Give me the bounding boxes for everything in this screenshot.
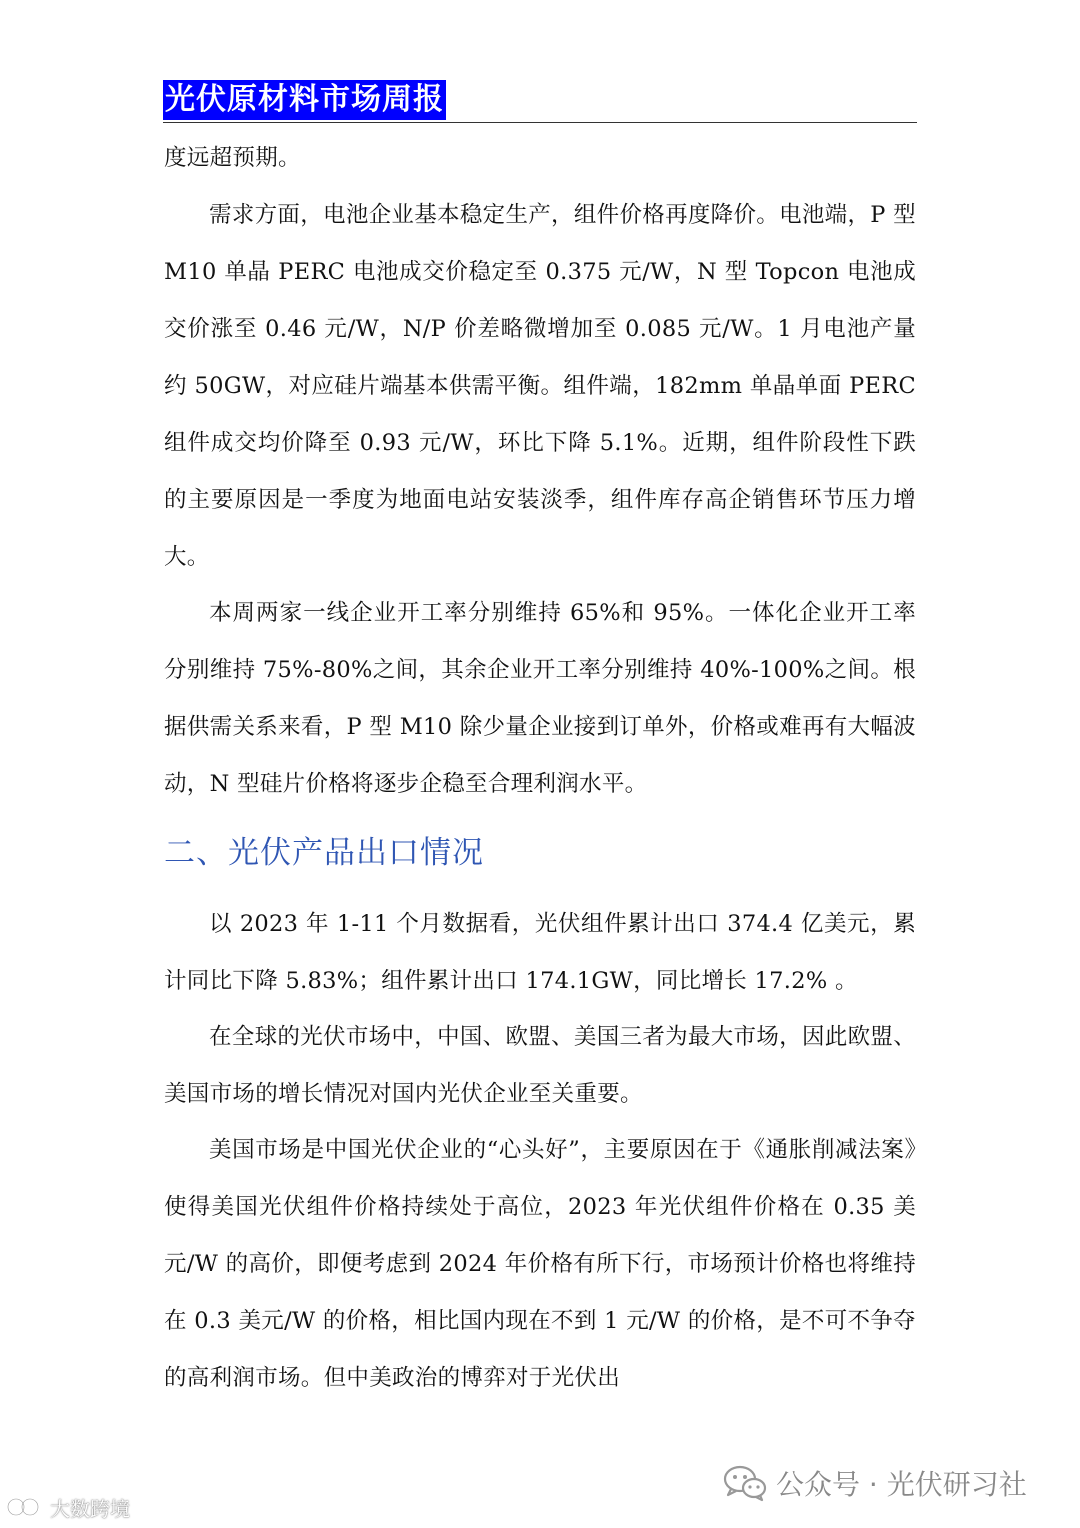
paragraph-3-text: 本周两家一线企业开工率分别维持 65%和 95%。一体化企业开工率分别维持 75%-80%之间，其余企业开工率分别维持 40%-100%之间。根据供需关系来看，P 型 M10 除少量企业接到订单外，价格或难再有大幅波动，N 型硅片价格将逐步企稳至合理利润水平。 xyxy=(164,600,916,797)
watermark-logo-icon xyxy=(6,1496,46,1518)
wechat-icon xyxy=(722,1463,768,1503)
paragraph-5-text: 以 2023 年 1-11 个月数据看，光伏组件累计出口 374.4 亿美元，累计同比下降 5.83%；组件累计出口 174.1GW，同比增长 17.2% 。 xyxy=(164,911,916,994)
paragraph-continued xyxy=(164,130,916,187)
watermark-text: 大数跨境 xyxy=(50,1496,130,1521)
header-title: 光伏原材料市场周报 xyxy=(163,80,446,120)
paragraph-1-text: 度远超预期。 xyxy=(164,145,301,171)
wechat-account-name: 公众号 · 光伏研习社 xyxy=(776,1468,1027,1501)
paragraph-2-text: 需求方面，电池企业基本稳定生产，组件价格再度降价。电池端，P 型 M10 单晶 PERC 电池成交价稳定至 0.375 元/W，N 型 Topcon 电池成交价涨至 0.46 元/W，N/P 价差略微增加至 0.085 元/W。1 月电池产量约 50GW，对应硅片端基本供需平衡。组件端，182mm 单晶单面 PERC 组件成交均价降至 0.93 元/W，环比下降 5.1%。近期，组件阶段性下跌的主要原因是一季度为地面电站安装淡季，组件库存高企销售环节压力增大。 xyxy=(164,202,916,570)
paragraph-us-market xyxy=(164,1122,916,1407)
paragraph-operating-rate xyxy=(164,585,916,813)
watermark xyxy=(6,1492,130,1522)
paragraph-demand xyxy=(164,187,916,586)
paragraph-global-market xyxy=(164,1009,916,1123)
paragraph-export-data xyxy=(164,896,916,1010)
paragraph-6-text: 在全球的光伏市场中，中国、欧盟、美国三者为最大市场，因此欧盟、美国市场的增长情况对国内光伏企业至关重要。 xyxy=(164,1024,916,1107)
section-heading: 二、光伏产品出口情况 xyxy=(164,835,484,871)
paragraph-7-text: 美国市场是中国光伏企业的“心头好”，主要原因在于《通胀削减法案》使得美国光伏组件价格持续处于高位，2023 年光伏组件价格在 0.35 美元/W 的高价，即便考虑到 2024 年价格有所下行，市场预计价格也将维持在 0.3 美元/W 的价格，相比国内现在不到 1 元/W 的价格，是不可不争夺的高利润市场。但中美政治的博弈对于光伏出 xyxy=(164,1137,916,1391)
page-header xyxy=(163,80,917,123)
wechat-account-footer[interactable] xyxy=(722,1458,1027,1508)
